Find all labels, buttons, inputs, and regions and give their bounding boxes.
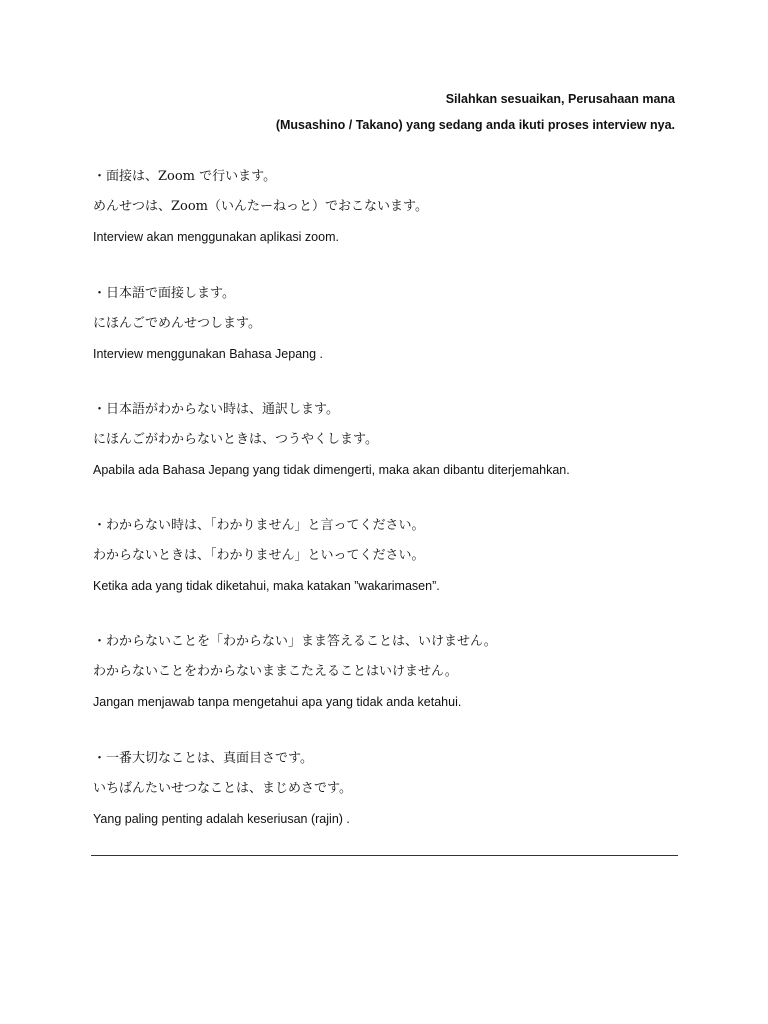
header-line-2: (Musashino / Takano) yang sedang anda ikuti proses interview nya. <box>275 118 675 132</box>
japanese-line: ・日本語がわからない時は、通訳します。 <box>93 402 339 417</box>
japanese-line: ・日本語で面接します。 <box>93 286 235 301</box>
reading-line: にほんごがわからないときは、つうやくします。 <box>93 432 378 447</box>
reading-line: わからないことをわからないままこたえることはいけません。 <box>93 664 458 679</box>
reading-line: めんせつは、Zoom（いんたーねっと）でおこないます。 <box>93 199 428 214</box>
indonesian-line: Ketika ada yang tidak diketahui, maka katakan ”wakarimasen”. <box>93 579 440 593</box>
japanese-line: ・わからない時は、「わかりません」と言ってください。 <box>93 518 425 533</box>
indonesian-line: Apabila ada Bahasa Jepang yang tidak dimengerti, maka akan dibantu diterjemahkan. <box>93 463 570 477</box>
indonesian-line: Yang paling penting adalah keseriusan (rajin) . <box>93 812 350 826</box>
indonesian-line: Jangan menjawab tanpa mengetahui apa yang tidak anda ketahui. <box>93 695 462 709</box>
japanese-line: ・一番大切なことは、真面目さです。 <box>93 751 313 766</box>
indonesian-line: Interview menggunakan Bahasa Jepang . <box>93 347 324 361</box>
reading-line: わからないときは、「わかりません」といってください。 <box>93 548 425 563</box>
reading-line: いちばんたいせつなことは、まじめさです。 <box>93 781 352 796</box>
indonesian-line: Interview akan menggunakan aplikasi zoom. <box>93 230 339 244</box>
reading-line: にほんごでめんせつします。 <box>93 316 261 331</box>
japanese-line: ・わからないことを「わからない」まま答えることは、いけません。 <box>93 634 497 649</box>
header-line-1: Silahkan sesuaikan, Perusahaan mana <box>445 92 675 106</box>
japanese-line: ・面接は、Zoom で行います。 <box>93 169 277 184</box>
header-note <box>276 86 675 138</box>
horizontal-divider <box>91 855 678 856</box>
